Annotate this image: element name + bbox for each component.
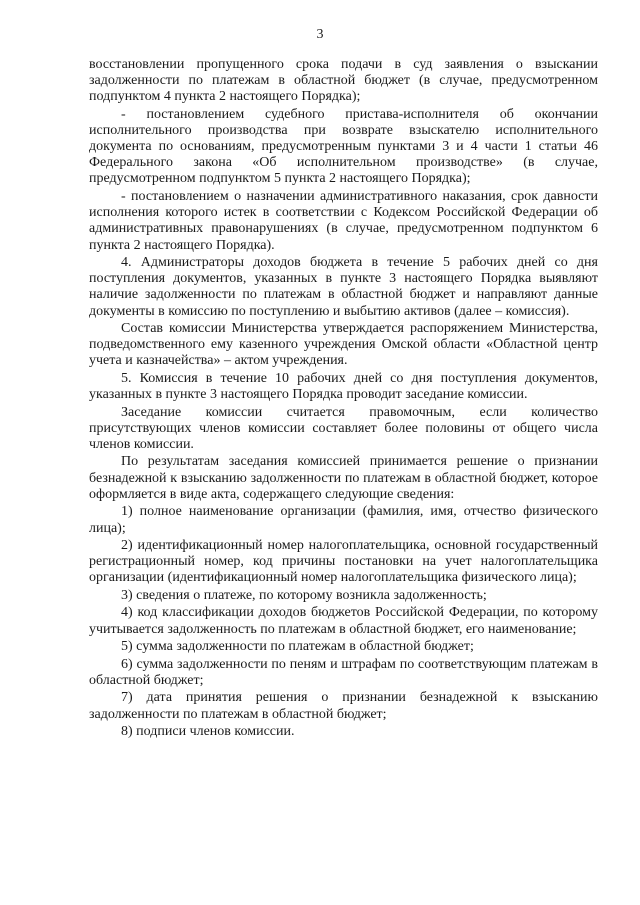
paragraph-item-2: 2) идентификационный номер налогоплательщика, основной государственный регистрационный номер, код причины постановки на учет налогоплательщика организации (идентификационный номер налогоплательщика физического лица); [89, 538, 598, 586]
paragraph-item-4: 4) код классификации доходов бюджетов Российской Федерации, по которому учитывается задолженность по платежам в областной бюджет, его наименование; [89, 605, 598, 637]
document-body [89, 57, 598, 742]
paragraph-item-6: 6) сумма задолженности по пеням и штрафам по соответствующим платежам в областной бюджет; [89, 656, 598, 688]
paragraph-penalty: - постановлением о назначении административного наказания, срок давности исполнения которого истек в соответствии с Кодексом Российской Федерации об административных правонарушениях (в случае, предусмотренном подпунктом 6 пункта 2 настоящего Порядка). [89, 189, 598, 253]
paragraph-item-5: 5) сумма задолженности по платежам в областной бюджет; [121, 639, 474, 655]
paragraph-5: 5. Комиссия в течение 10 рабочих дней со дня поступления документов, указанных в пункте 3 настоящего Порядка проводит заседание комиссии. [89, 370, 598, 403]
paragraph-decision: По результатам заседания комиссией принимается решение о признании безнадежной к взысканию задолженности по платежам в областной бюджет, которое оформляется в виде акта, содержащего следующие сведения: [89, 454, 598, 502]
paragraph-item-3: 3) сведения о платеже, по которому возникла задолженность; [121, 587, 487, 603]
paragraph-item-1: 1) полное наименование организации (фамилия, имя, отчество физического лица); [89, 504, 598, 536]
paragraph-composition: Состав комиссии Министерства утверждается распоряжением Министерства, подведомственного ему казенного учреждения Омской области «Областной центр учета и казначейства» – актом учреждения. [89, 321, 598, 369]
paragraph-item-8: 8) подписи членов комиссии. [121, 724, 295, 740]
page-number: 3 [316, 27, 324, 42]
paragraph-quorum: Заседание комиссии считается правомочным, если количество присутствующих членов комиссии составляет более половины от общего числа членов комиссии. [89, 404, 598, 452]
paragraph-item-7: 7) дата принятия решения о признании безнадежной к взысканию задолженности по платежам в областной бюджет; [89, 690, 598, 722]
paragraph-4: 4. Администраторы доходов бюджета в течение 5 рабочих дней со дня поступления документов, указанных в пункте 3 настоящего Порядка выявляют наличие задолженности по платежам в областной бюджет и направляют данные документы в комиссию по поступлению и выбытию активов (далее – комиссия). [89, 255, 598, 319]
paragraph-bailiff: - постановлением судебного пристава-исполнителя об окончании исполнительного производства при возврате взыскателю исполнительного документа по основаниям, предусмотренным пунктами 3 и 4 части 1 статьи 46 Федерального закона «Об исполнительном производстве» (в случае, предусмотренном подпунктом 5 пункта 2 настоящего Порядка); [89, 106, 598, 187]
paragraph-cont: восстановлении пропущенного срока подачи в суд заявления о взыскании задолженности по платежам в областной бюджет (в случае, предусмотренном подпунктом 4 пункта 2 настоящего Порядка); [89, 57, 598, 105]
